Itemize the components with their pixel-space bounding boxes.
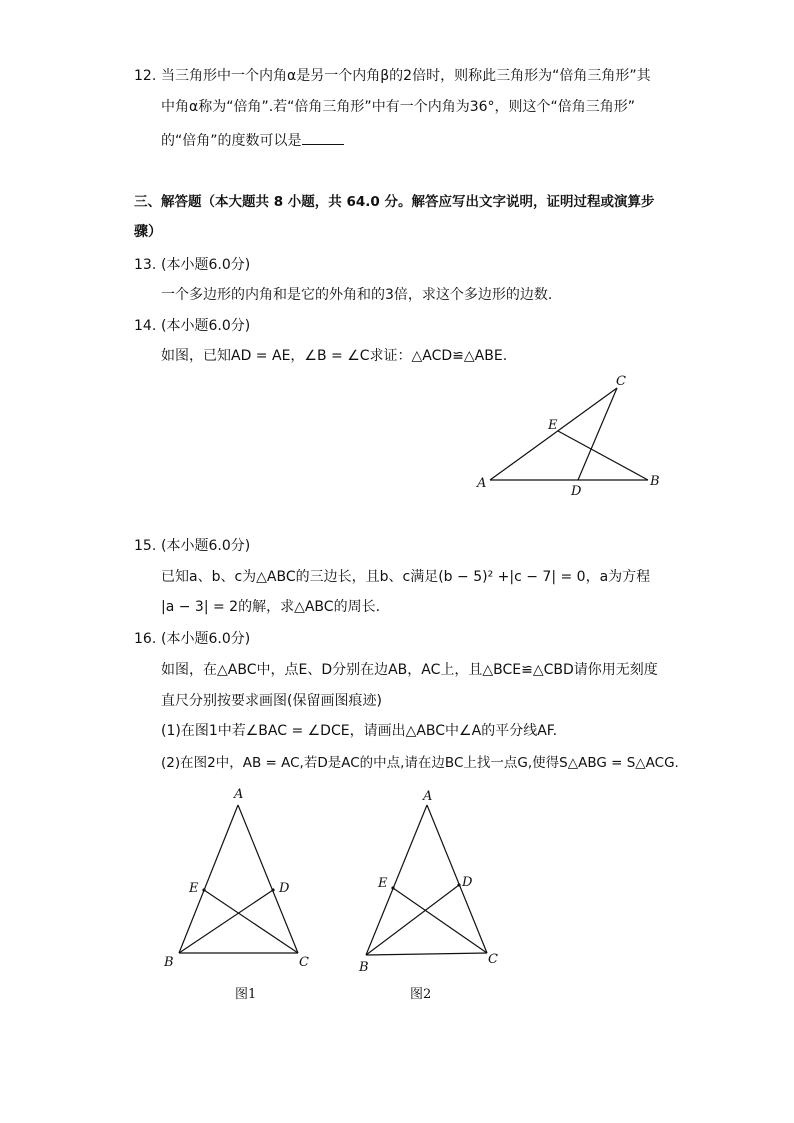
fig2-side-bc: [366, 953, 487, 955]
fig2-segment-ce: [393, 888, 487, 953]
q13-score: (本小题6.0分): [161, 257, 251, 273]
q16-line-4: (2)在图2中，AB = AC,若D是AC的中点,请在边BC上找一点G,使得S△ABG = S△ACG.: [161, 755, 679, 771]
q14-number: 14.: [134, 318, 157, 334]
q12-line-3-text: 的“倍角”的度数可以是: [161, 133, 302, 149]
fig1-label-b: B: [164, 955, 174, 970]
q12-line-2: 中角α称为“倍角”.若“倍角三角形”中有一个内角为36°，则这个“倍角三角形”: [161, 99, 636, 115]
label-b: B: [650, 474, 660, 489]
q16-line-2: 直尺分别按要求画图(保留画图痕迹): [161, 693, 382, 709]
section-3-heading-cont: 骤）: [134, 224, 162, 240]
label-d: D: [571, 484, 582, 499]
fig2-caption: 图2: [410, 987, 432, 1002]
fig2-label-a: A: [423, 789, 433, 804]
q13-number: 13.: [134, 257, 157, 273]
q16-line-3: (1)在图1中若∠BAC = ∠DCE，请画出△ABC中∠A的平分线AF.: [161, 723, 558, 739]
q15-line-2: |a − 3| = 2的解，求△ABC的周长.: [161, 599, 381, 615]
fig1-caption: 图1: [235, 987, 257, 1002]
q14-text: 如图，已知AD = AE，∠B = ∠C求证：△ACD≌△ABE.: [161, 348, 508, 364]
fig1-label-c: C: [299, 955, 309, 970]
q15-number: 15.: [134, 538, 157, 554]
q15-line-1: 已知a、b、c为△ABC的三边长，且b、c满足(b − 5)² +|c − 7| = 0，a为方程: [161, 569, 651, 585]
fig2-side-ac: [427, 805, 487, 953]
q16-line-1: 如图，在△ABC中，点E、D分别在边AB，AC上，且△BCE≌△CBD请你用无刻度: [161, 662, 658, 678]
fig1-label-a: A: [234, 787, 244, 802]
fig1-label-d: D: [279, 881, 290, 896]
fig1-label-e: E: [189, 881, 199, 896]
fig2-point-e: [391, 886, 394, 889]
fig2-label-c: C: [488, 952, 498, 967]
fig2-point-d: [457, 883, 460, 886]
q16-score: (本小题6.0分): [161, 631, 251, 647]
label-e: E: [548, 418, 558, 433]
q16-number: 16.: [134, 631, 157, 647]
q12-line-1: 当三角形中一个内角α是另一个内角β的2倍时，则称此三角形为“倍角三角形”其: [161, 68, 651, 84]
q13-text: 一个多边形的内角和是它的外角和的3倍，求这个多边形的边数.: [161, 287, 553, 303]
label-c: C: [616, 374, 626, 389]
fig2-label-e: E: [378, 876, 388, 891]
section-3-heading: 三、解答题（本大题共 8 小题，共 64.0 分。解答应写出文字说明，证明过程或演算步: [134, 194, 655, 210]
fig2-label-b: B: [359, 960, 369, 975]
q14-score: (本小题6.0分): [161, 318, 251, 334]
q12-number: 12.: [134, 68, 157, 84]
label-a: A: [477, 476, 487, 491]
q15-score: (本小题6.0分): [161, 538, 251, 554]
fig2-label-d: D: [462, 875, 473, 890]
